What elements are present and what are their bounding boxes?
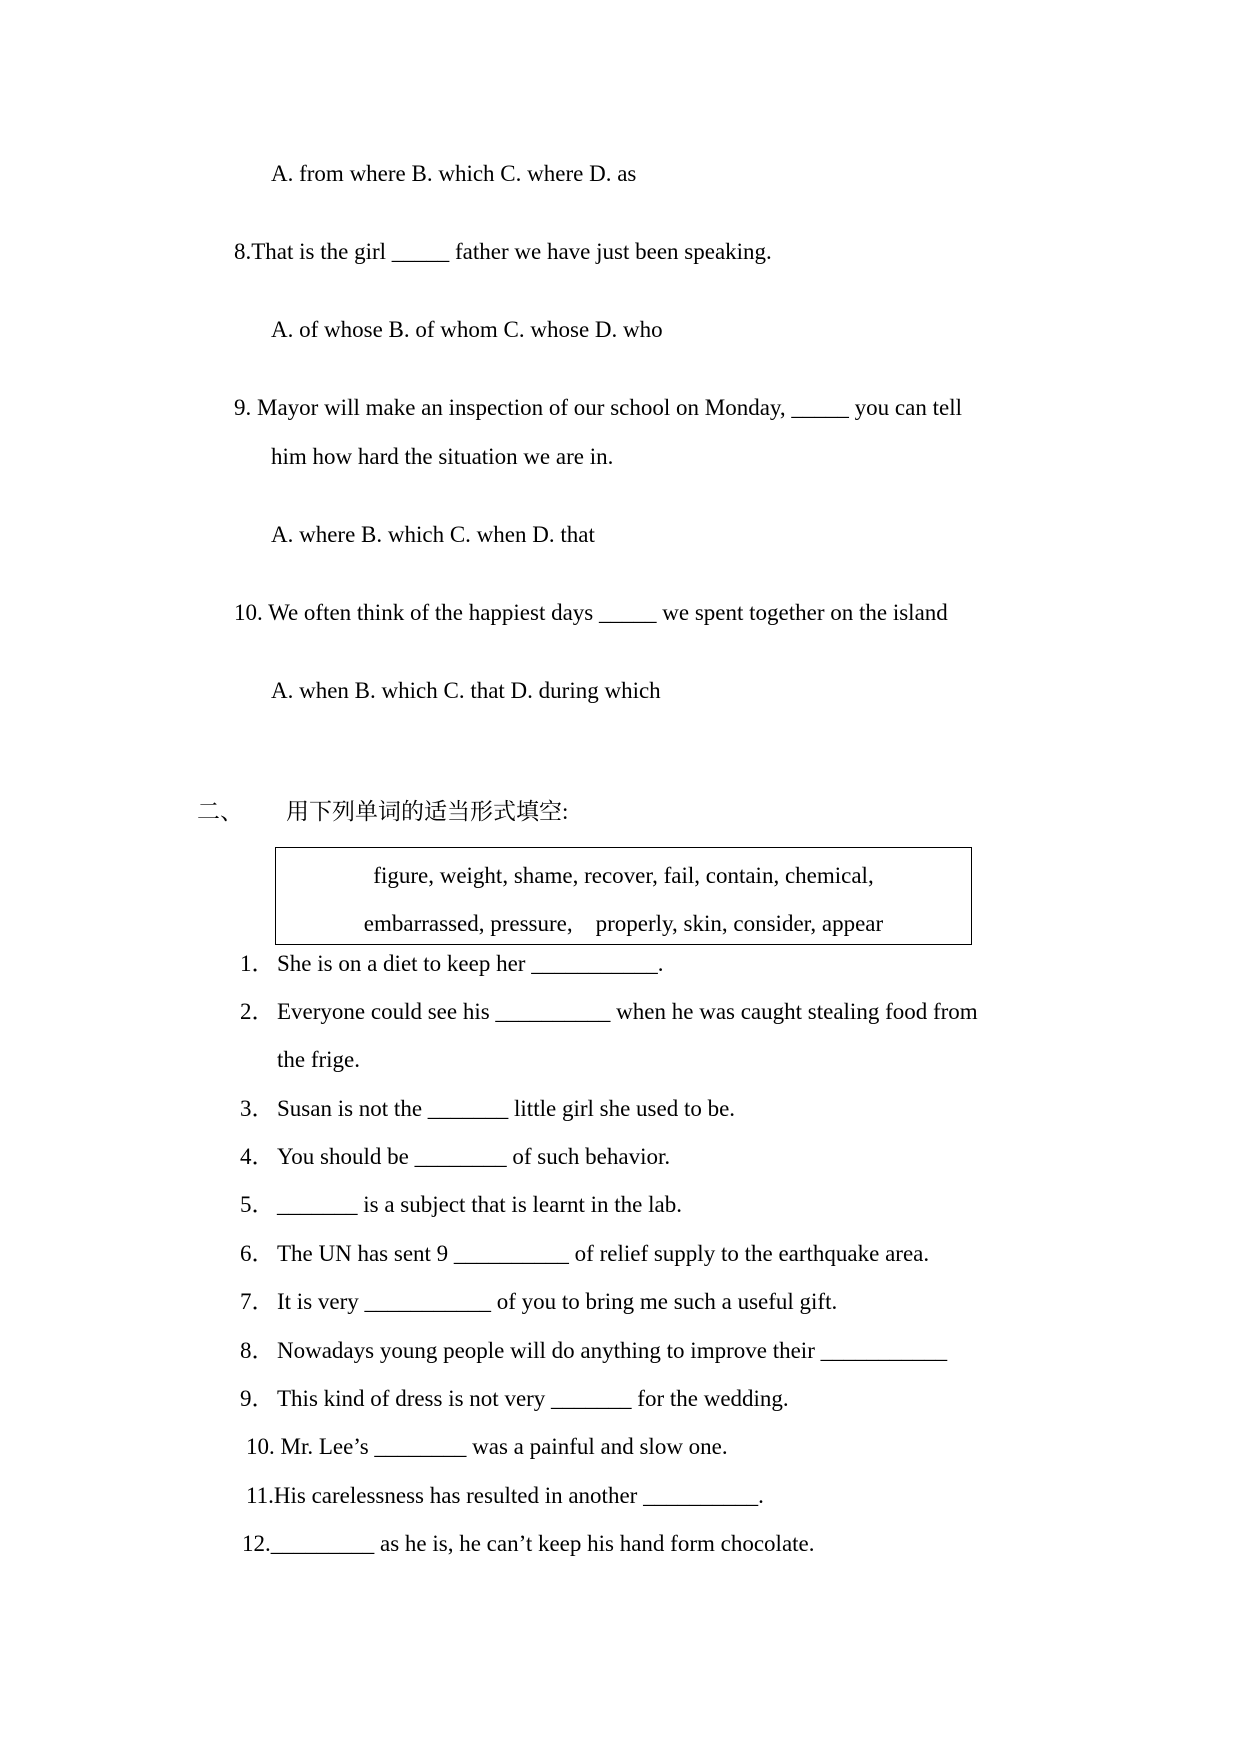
item-text: You should be ________ of such behavior. (277, 1144, 671, 1169)
item-text: Susan is not the _______ little girl she used to be. (277, 1096, 736, 1121)
item-number: 9． (240, 1386, 275, 1411)
blank-item-8 (240, 1337, 947, 1365)
blank-item-9 (240, 1385, 789, 1413)
item-text: _______ is a subject that is learnt in the lab. (277, 1192, 682, 1217)
q9-stem-line1: 9. Mayor will make an inspection of our school on Monday, _____ you can tell (234, 395, 962, 420)
blank-item-2 (240, 998, 978, 1026)
item-text: This kind of dress is not very _______ for the wedding. (277, 1386, 789, 1411)
q8-stem: 8.That is the girl _____ father we have just been speaking. (234, 239, 772, 264)
blank-item-12: 12._________ as he is, he can’t keep his hand form chocolate. (242, 1531, 815, 1556)
q8-options: A. of whose B. of whom C. whose D. who (271, 317, 663, 342)
item-text: Everyone could see his __________ when he was caught stealing food from (277, 999, 978, 1024)
blank-item-5 (240, 1191, 682, 1219)
blank-item-7 (240, 1288, 837, 1316)
item-text: Nowadays young people will do anything to improve their ___________ (277, 1338, 948, 1363)
blank-item-1 (240, 950, 663, 978)
item-number: 7． (240, 1289, 275, 1314)
word-bank-line2: embarrassed, pressure, properly, skin, consider, appear (363, 911, 884, 936)
item-text: She is on a diet to keep her ___________. (277, 951, 664, 976)
item-text: It is very ___________ of you to bring me such a useful gift. (277, 1289, 838, 1314)
q10-options: A. when B. which C. that D. during which (271, 678, 661, 703)
item-number: 5． (240, 1192, 275, 1217)
item-number: 2． (240, 999, 275, 1024)
section2-title: 用下列单词的适当形式填空: (286, 799, 569, 824)
word-bank-box (275, 847, 972, 945)
item-number: 3． (240, 1096, 275, 1121)
blank-item-10: 10. Mr. Lee’s ________ was a painful and slow one. (246, 1434, 728, 1459)
item-text: The UN has sent 9 __________ of relief supply to the earthquake area. (277, 1241, 930, 1266)
q7-options: A. from where B. which C. where D. as (271, 161, 637, 186)
blank-item-4 (240, 1143, 670, 1171)
item-number: 8． (240, 1338, 275, 1363)
blank-item-3 (240, 1095, 735, 1123)
word-bank-line1: figure, weight, shame, recover, fail, contain, chemical, (373, 863, 874, 888)
item-number: 6． (240, 1241, 275, 1266)
q9-stem-line2: him how hard the situation we are in. (271, 444, 614, 469)
blank-item-11: 11.His carelessness has resulted in another __________. (246, 1483, 764, 1508)
blank-item-2-continued: the frige. (277, 1047, 361, 1072)
item-number: 4． (240, 1144, 275, 1169)
q10-stem: 10. We often think of the happiest days _____ we spent together on the island (234, 600, 948, 625)
q9-options: A. where B. which C. when D. that (271, 522, 595, 547)
item-number: 1． (240, 951, 275, 976)
section2-number: 二、 (197, 799, 243, 824)
blank-item-6 (240, 1240, 929, 1268)
